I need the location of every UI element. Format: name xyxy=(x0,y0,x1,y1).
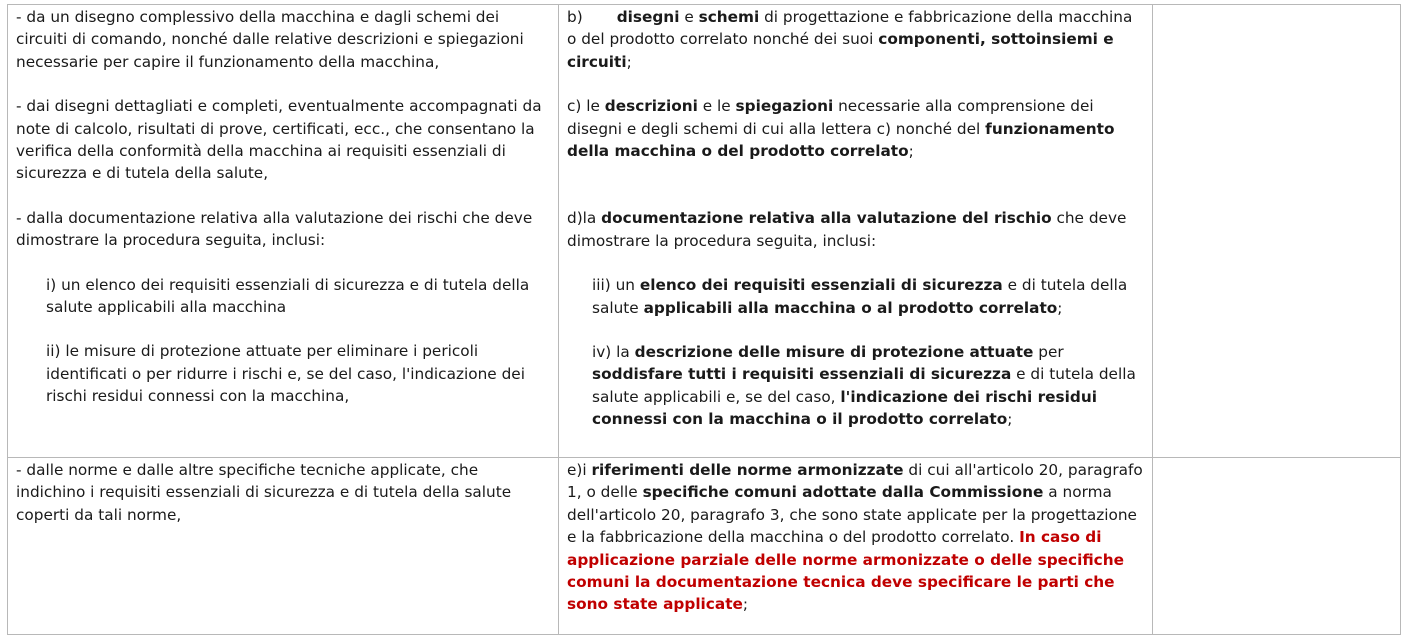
empty-cell xyxy=(1153,5,1401,458)
bold-text: documentazione relativa alla valutazione del rischio xyxy=(601,209,1052,228)
paragraph-c xyxy=(567,95,1144,162)
empty-cell xyxy=(1153,458,1401,635)
bold-text: funzionamento della macchina o del prodotto correlato xyxy=(567,119,1115,161)
paragraph: - dalla documentazione relativa alla valutazione dei rischi che deve dimostrare la procedura seguita, inclusi: xyxy=(16,208,533,250)
bold-text: elenco dei requisiti essenziali di sicurezza xyxy=(639,276,1003,295)
paragraph-e xyxy=(567,459,1144,616)
bold-text: schemi xyxy=(698,8,760,26)
text: che deve dimostrare la procedura seguita, inclusi: xyxy=(567,209,1127,250)
paragraph: - da un disegno complessivo della macchina e dagli schemi dei circuiti di comando, nonché dalle relative descrizioni e spiegazioni necessarie per capire il funzionamento della macchina, xyxy=(16,8,524,71)
text: e di tutela della salute applicabili e, se del caso, xyxy=(592,365,1136,406)
list-item-iii xyxy=(567,274,1144,319)
new-text-cell xyxy=(559,458,1153,635)
bold-text: soddisfare tutti i requisiti essenziali di sicurezza xyxy=(592,365,1012,384)
new-text-cell xyxy=(559,5,1153,458)
bold-text: specifiche comuni adottate dalla Commissione xyxy=(642,483,1044,502)
text: per xyxy=(1033,343,1064,362)
paragraph: - dai disegni dettagliati e completi, eventualmente accompagnati da note di calcolo, risultati di prove, certificati, ecc., che consentano la verifica della conformità della macchina ai requisiti essenziali di sicurezza e di tutela della salute, xyxy=(16,97,542,183)
text: iv) la xyxy=(592,343,635,362)
bold-text: componenti, sottoinsiemi e circuiti xyxy=(567,30,1114,71)
paragraph-d xyxy=(567,207,1144,252)
text: ; xyxy=(908,142,914,161)
paragraph-b xyxy=(567,6,1144,73)
bold-text: descrizioni xyxy=(604,97,698,116)
text: di progettazione e fabbricazione della macchina o del prodotto correlato nonché dei suoi xyxy=(567,8,1133,49)
text: d)la xyxy=(567,209,602,228)
text: ; xyxy=(1007,410,1013,429)
item-label: b) xyxy=(567,8,583,26)
text: c) le xyxy=(567,97,605,116)
comparison-table xyxy=(7,4,1401,635)
old-text-cell xyxy=(8,5,559,458)
bold-text: l'indicazione dei rischi residui connessi con la macchina o il prodotto correlato xyxy=(592,387,1097,429)
text: necessarie alla comprensione dei disegni e degli schemi di cui alla lettera c) nonché del xyxy=(567,97,1094,138)
list-item-iv xyxy=(567,341,1144,431)
text: e xyxy=(679,8,699,26)
text: ; xyxy=(742,595,749,614)
text: a norma dell'articolo 20, paragrafo 3, che sono state applicate per la progettazione e la fabbricazione della macchina o del prodotto correlato. xyxy=(567,483,1137,547)
red-highlight-text: In caso di applicazione parziale delle norme armonizzate o delle specifiche comuni la documentazione tecnica deve specificare le parti che sono state applicate xyxy=(567,528,1125,614)
table-row xyxy=(8,458,1401,635)
text: ; xyxy=(1057,298,1063,317)
list-item: ii) le misure di protezione attuate per eliminare i pericoli identificati o per ridurre i rischi e, se del caso, l'indicazione dei rischi residui connessi con la macchina, xyxy=(46,342,525,406)
text: e di tutela della salute xyxy=(592,276,1128,317)
text: ; xyxy=(626,52,632,71)
text: di cui all'articolo 20, paragrafo 1, o delle xyxy=(567,461,1143,502)
text: iii) un xyxy=(592,276,640,295)
list-item: i) un elenco dei requisiti essenziali di sicurezza e di tutela della salute applicabili alla macchina xyxy=(46,275,530,317)
bold-text: descrizione delle misure di protezione attuate xyxy=(634,343,1034,362)
table-row xyxy=(8,5,1401,458)
text: e le xyxy=(697,97,736,116)
bold-text: riferimenti delle norme armonizzate xyxy=(591,461,904,479)
bold-text: disegni xyxy=(616,8,680,26)
old-text-cell xyxy=(8,458,559,635)
bold-text: spiegazioni xyxy=(735,97,834,116)
bold-text: applicabili alla macchina o al prodotto correlato xyxy=(643,298,1058,317)
text: e)i xyxy=(567,461,592,479)
paragraph: - dalle norme e dalle altre specifiche tecniche applicate, che indichino i requisiti essenziali di sicurezza e di tutela della salute coperti da tali norme, xyxy=(16,461,512,524)
